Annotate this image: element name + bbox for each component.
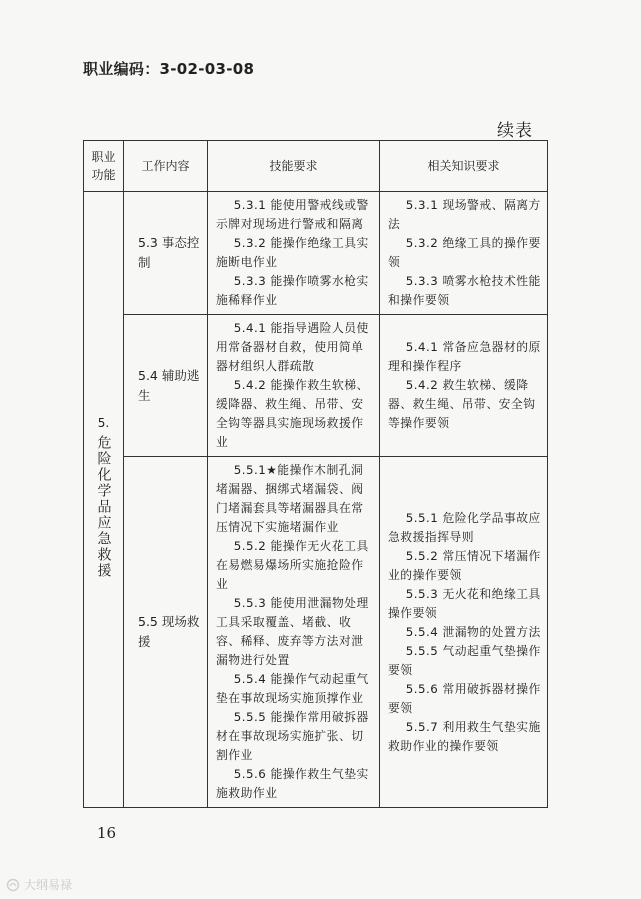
header-knowledge: 相关知识要求 — [380, 141, 548, 192]
knowledge-item: 5.3.1 现场警戒、隔离方法 — [388, 198, 541, 231]
knowledge-item: 5.4.1 常备应急器材的原理和操作程序 — [388, 340, 541, 373]
knowledge-item: 5.3.3 喷雾水枪技术性能和操作要领 — [388, 274, 541, 307]
skill-item: 5.3.1 能使用警戒线或警示牌对现场进行警戒和隔离 — [216, 198, 369, 231]
header-function: 职业功能 — [84, 141, 124, 192]
skill-item: 5.5.1★能操作木制孔洞堵漏器、捆绑式堵漏袋、阀门堵漏套具等堵漏器具在常压情况下实施堵漏作业 — [216, 463, 364, 534]
knowledge-item: 5.3.2 绝缘工具的操作要领 — [388, 236, 541, 269]
work-content: 5.4 辅助逃生 — [124, 315, 208, 457]
skills-cell — [208, 315, 380, 457]
occupation-code: 职业编码：3-02-03-08 — [83, 60, 255, 78]
header-work: 工作内容 — [124, 141, 208, 192]
knowledge-item: 5.5.2 常压情况下堵漏作业的操作要领 — [388, 548, 541, 582]
knowledge-cell — [380, 457, 548, 808]
work-content: 5.3 事态控制 — [124, 192, 208, 315]
knowledge-item: 5.5.7 利用救生气垫实施救助作业的操作要领 — [388, 719, 541, 753]
watermark — [6, 876, 72, 893]
skills-table — [83, 140, 548, 808]
table-row — [84, 315, 548, 457]
work-content: 5.5 现场救援 — [124, 457, 208, 808]
table-header-row — [84, 141, 548, 192]
watermark-logo-icon — [6, 878, 20, 892]
skill-item: 5.5.4 能操作气动起重气垫在事故现场实施顶撑作业 — [216, 672, 369, 705]
knowledge-item: 5.4.2 救生软梯、缓降器、救生绳、吊带、安全钩等操作要领 — [388, 378, 536, 430]
knowledge-item: 5.5.1 危险化学品事故应急救援指挥导则 — [388, 510, 541, 544]
skill-item: 5.5.2 能操作无火花工具在易燃易爆场所实施抢险作业 — [216, 539, 369, 591]
skill-item: 5.4.2 能操作救生软梯、缓降器、救生绳、吊带、安全钩等器具实施现场救援作业 — [216, 378, 369, 449]
continued-label: 续表 — [497, 121, 533, 141]
knowledge-cell — [380, 315, 548, 457]
page-number: 16 — [97, 824, 117, 842]
table-row — [84, 192, 548, 315]
function-number: 5. — [97, 416, 110, 430]
knowledge-item: 5.5.6 常用破拆器材操作要领 — [388, 681, 541, 715]
table-row — [84, 457, 548, 808]
skills-cell — [208, 457, 380, 808]
skill-item: 5.3.3 能操作喷雾水枪实施稀释作业 — [216, 274, 369, 307]
knowledge-item: 5.5.5 气动起重气垫操作要领 — [388, 643, 541, 677]
knowledge-item: 5.5.4 泄漏物的处置方法 — [405, 624, 541, 639]
skill-item: 5.5.6 能操作救生气垫实施救助作业 — [216, 767, 369, 800]
knowledge-item: 5.5.3 无火花和绝缘工具操作要领 — [388, 586, 541, 620]
skills-cell — [208, 192, 380, 315]
function-cell — [84, 192, 124, 808]
skill-item: 5.5.3 能使用泄漏物处理工具采取覆盖、堵截、收容、稀释、废弃等方法对泄漏物进行处置 — [216, 596, 369, 667]
watermark-text: 大纲易禄 — [24, 878, 73, 892]
function-name: 危险化学品应急救援 — [95, 435, 112, 579]
skill-item: 5.3.2 能操作绝缘工具实施断电作业 — [216, 236, 369, 269]
skill-item: 5.4.1 能指导遇险人员使用常备器材自救，使用简单器材组织人群疏散 — [216, 321, 369, 373]
knowledge-cell — [380, 192, 548, 315]
skill-item: 5.5.5 能操作常用破拆器材在事故现场实施扩张、切割作业 — [216, 710, 369, 762]
header-skills: 技能要求 — [208, 141, 380, 192]
